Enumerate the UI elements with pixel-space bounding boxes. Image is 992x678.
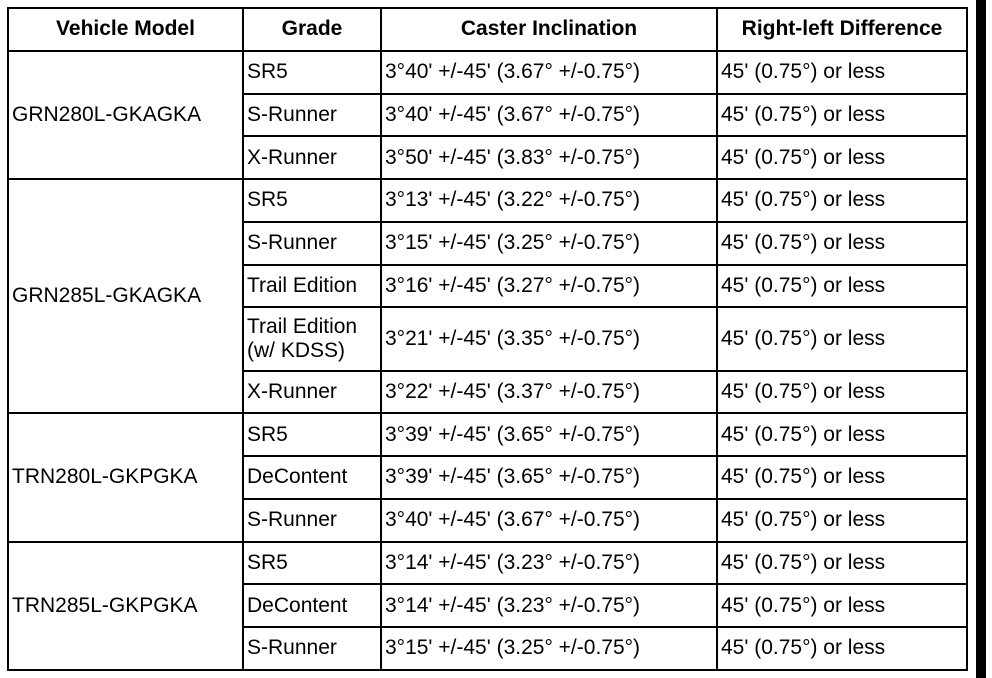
- difference-cell: 45' (0.75°) or less: [717, 136, 967, 179]
- grade-cell: X-Runner: [243, 136, 381, 179]
- difference-cell: 45' (0.75°) or less: [717, 456, 967, 499]
- header-vehicle-model: Vehicle Model: [8, 8, 243, 51]
- grade-cell: SR5: [243, 542, 381, 585]
- caster-cell: 3°40' +/-45' (3.67° +/-0.75°): [381, 499, 717, 542]
- table-row: [8, 413, 967, 456]
- table-row: [8, 179, 967, 222]
- difference-cell: 45' (0.75°) or less: [717, 413, 967, 456]
- header-caster-inclination: Caster Inclination: [381, 8, 717, 51]
- difference-cell: 45' (0.75°) or less: [717, 627, 967, 670]
- caster-cell: 3°16' +/-45' (3.27° +/-0.75°): [381, 265, 717, 308]
- grade-cell: SR5: [243, 51, 381, 94]
- vehicle-model-cell: GRN285L-GKAGKA: [8, 179, 243, 413]
- grade-cell: Trail Edition (w/ KDSS): [243, 307, 381, 370]
- difference-cell: 45' (0.75°) or less: [717, 179, 967, 222]
- page-edge-bar: [976, 0, 986, 678]
- grade-cell: S-Runner: [243, 627, 381, 670]
- spec-table-frame: [7, 7, 971, 671]
- difference-cell: 45' (0.75°) or less: [717, 371, 967, 414]
- difference-cell: 45' (0.75°) or less: [717, 542, 967, 585]
- grade-cell: SR5: [243, 179, 381, 222]
- grade-cell: DeContent: [243, 584, 381, 627]
- caster-cell: 3°39' +/-45' (3.65° +/-0.75°): [381, 413, 717, 456]
- vehicle-model-cell: TRN280L-GKPGKA: [8, 413, 243, 541]
- difference-cell: 45' (0.75°) or less: [717, 265, 967, 308]
- vehicle-model-cell: GRN280L-GKAGKA: [8, 51, 243, 179]
- difference-cell: 45' (0.75°) or less: [717, 584, 967, 627]
- grade-cell: S-Runner: [243, 94, 381, 137]
- table-row: [8, 542, 967, 585]
- difference-cell: 45' (0.75°) or less: [717, 94, 967, 137]
- caster-cell: 3°14' +/-45' (3.23° +/-0.75°): [381, 584, 717, 627]
- difference-cell: 45' (0.75°) or less: [717, 222, 967, 265]
- grade-cell: SR5: [243, 413, 381, 456]
- caster-cell: 3°40' +/-45' (3.67° +/-0.75°): [381, 94, 717, 137]
- header-right-left-difference: Right-left Difference: [717, 8, 967, 51]
- caster-cell: 3°40' +/-45' (3.67° +/-0.75°): [381, 51, 717, 94]
- difference-cell: 45' (0.75°) or less: [717, 51, 967, 94]
- header-row: [8, 8, 967, 51]
- caster-cell: 3°21' +/-45' (3.35° +/-0.75°): [381, 307, 717, 370]
- difference-cell: 45' (0.75°) or less: [717, 499, 967, 542]
- vehicle-model-cell: TRN285L-GKPGKA: [8, 542, 243, 670]
- caster-cell: 3°15' +/-45' (3.25° +/-0.75°): [381, 627, 717, 670]
- grade-cell: Trail Edition: [243, 265, 381, 308]
- grade-cell: DeContent: [243, 456, 381, 499]
- caster-cell: 3°15' +/-45' (3.25° +/-0.75°): [381, 222, 717, 265]
- table-row: [8, 51, 967, 94]
- difference-cell: 45' (0.75°) or less: [717, 307, 967, 370]
- caster-spec-table: [7, 7, 968, 671]
- grade-cell: S-Runner: [243, 222, 381, 265]
- caster-cell: 3°50' +/-45' (3.83° +/-0.75°): [381, 136, 717, 179]
- caster-cell: 3°14' +/-45' (3.23° +/-0.75°): [381, 542, 717, 585]
- header-grade: Grade: [243, 8, 381, 51]
- caster-cell: 3°39' +/-45' (3.65° +/-0.75°): [381, 456, 717, 499]
- caster-cell: 3°22' +/-45' (3.37° +/-0.75°): [381, 371, 717, 414]
- caster-cell: 3°13' +/-45' (3.22° +/-0.75°): [381, 179, 717, 222]
- grade-cell: X-Runner: [243, 371, 381, 414]
- grade-cell: S-Runner: [243, 499, 381, 542]
